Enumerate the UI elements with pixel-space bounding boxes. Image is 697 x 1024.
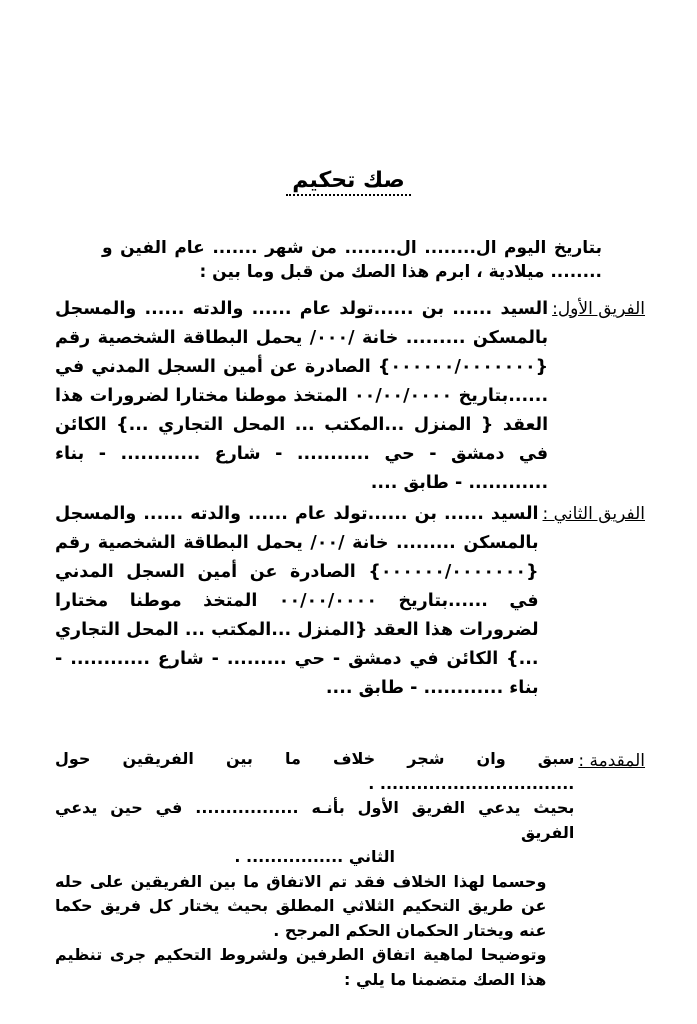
party-two-section	[55, 500, 645, 703]
preamble-section	[55, 747, 645, 992]
party-two-text: السيد ...... بن ......تولد عام ...... والدته ...... والمسجل بالمسكن ......... خانة /٠٠/ يحمل البطاقة الشخصية رقم {٠٠٠٠٠٠/٠٠٠٠٠٠٠} الصادرة عن أمين السجل المدني في ......بتاريخ ٠٠/٠٠/٠٠٠٠ المتخذ موطنا مختارا لضرورات هذا العقد {المنزل ...المكتب ... المحل التجاري ...} الكائن في دمشق - حي ......... - شارع ............ - بناء ............ - طابق ....	[55, 504, 539, 698]
party-two-label: الفريق الثاني :	[542, 504, 645, 524]
preamble-paragraph-3: وتوضيحا لماهية اتفاق الطرفين ولشروط التحكيم جرى تنظيم هذا الصك متضمنا ما يلي :	[55, 945, 547, 989]
document-title: صك تحكيم	[286, 168, 411, 196]
preamble-line-3: الثاني ................ .	[234, 847, 396, 866]
party-one-label: الفريق الأول:	[552, 299, 645, 319]
preamble-label: المقدمة :	[578, 751, 645, 771]
document-title-wrap	[0, 168, 697, 193]
intro-paragraph: بتاريخ اليوم ال........ ال........ من شهر ....... عام الفين و ........ ميلادية ، ابرم هذا الصك من قبل وما بين :	[102, 238, 602, 282]
preamble-line-2: بحيث يدعي الفريق الأول بأنـه ................. في حين يدعي الفريق	[55, 798, 575, 842]
preamble-line-1: سبق وان شجر خلاف ما بين الفريقين حول ................................ .	[55, 749, 575, 793]
party-one-section	[55, 295, 645, 498]
party-one-text: السيد ...... بن ......تولد عام ...... والدته ...... والمسجل بالمسكن ......... خانة /٠٠٠/ يحمل البطاقة الشخصية رقم {٠٠٠٠٠٠/٠٠٠٠٠٠٠} الصادرة عن أمين السجل المدني في ......بتاريخ ٠٠/٠٠/٠٠٠٠ المتخذ موطنا مختارا لضرورات هذا العقد { المنزل ...المكتب ... المحل التجاري ...} الكائن في دمشق - حي ........... - شارع ............ - بناء ............ - طابق ....	[55, 299, 549, 493]
preamble-paragraph-2: وحسما لهذا الخلاف فقد تم الاتفاق ما بين الفريقين على حله عن طريق التحكيم الثلاثي المطلق بحيث يختار كل فريق حكما عنه ويختار الحكمان الحكم المرجح .	[55, 871, 547, 940]
preamble-body	[55, 747, 578, 992]
